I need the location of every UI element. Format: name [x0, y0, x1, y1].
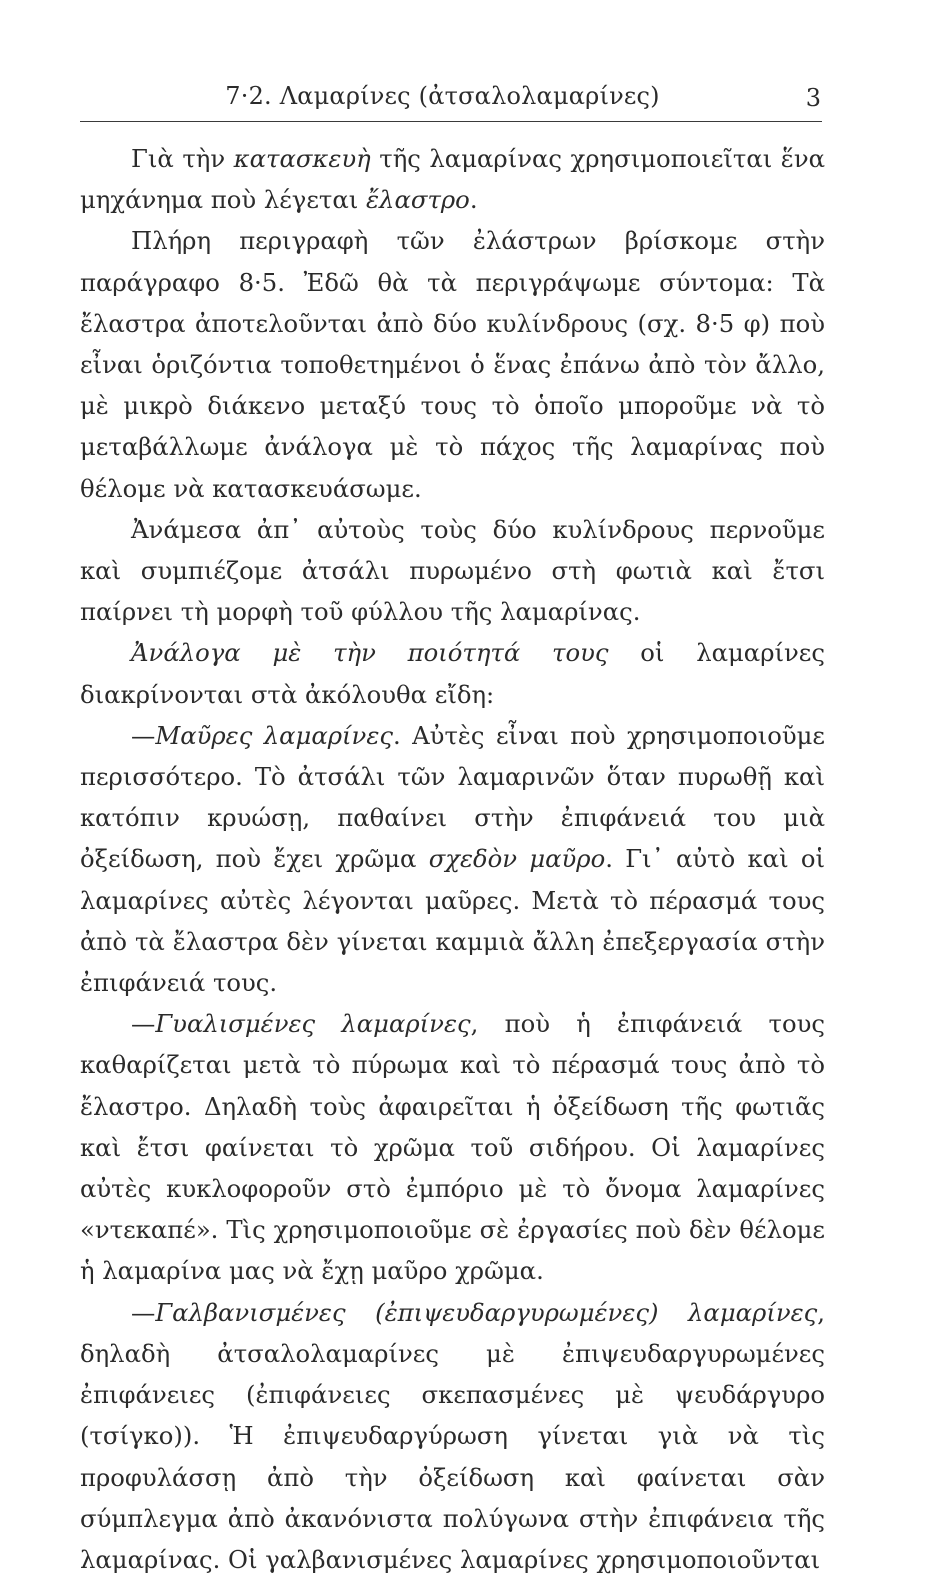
- section-title: 7·2. Λαμαρίνες (ἀτσαλολαμαρίνες): [225, 82, 660, 110]
- paragraph: [80, 1292, 825, 1580]
- italic-text-run: Γυαλισμένες λαμαρίνες: [155, 1009, 471, 1039]
- italic-text-run: Ἀνάλογα μὲ τὴν ποιότητά τους: [131, 638, 609, 668]
- italic-text-run: Μαῦρες λαμαρίνες: [155, 720, 393, 750]
- italic-text-run: σχεδὸν μαῦρο: [428, 844, 606, 874]
- paragraph: [80, 509, 825, 633]
- page-number: 3: [805, 84, 821, 112]
- text-run: . Γι᾿ αὐτὸ καὶ οἱ λαμαρίνες αὐτὲς λέγονται μαῦρες. Μετὰ τὸ πέρασμά τους ἀπὸ τὰ ἔλαστρα δὲν γίνεται καμμιὰ ἄλλη ἐπεξεργασία στὴν ἐπιφάνειά τους.: [80, 844, 826, 998]
- text-run: τῆς λαμαρίνας χρησιμοποιεῖται ἕνα μηχάνημα ποὺ λέγεται: [80, 144, 825, 215]
- paragraph: [80, 715, 825, 1003]
- body-text: [80, 138, 825, 1580]
- text-run: Γιὰ τὴν: [131, 144, 234, 173]
- running-head: [80, 82, 825, 122]
- text-run: , δηλαδὴ ἀτσαλολαμαρίνες μὲ ἐπιψευδαργυρωμένες ἐπιφάνειες (ἐπιφάνειες σκεπασμένες μὲ ψευδάργυρο (τσίγκο)). Ἡ ἐπιψευδαργύρωση γίνεται γιὰ νὰ τὶς προφυλάσσῃ ἀπὸ τὴν ὀξείδωση καὶ φαίνεται σὰν σύμπλεγμα ἀπὸ ἀκανόνιστα πολύγωνα στὴν ἐπιφάνεια τῆς λαμαρίνας. Οἱ γαλβανισμένες λαμαρίνες χρησιμοποιοῦνται: [80, 1297, 825, 1574]
- italic-text-run: ἔλαστρο: [366, 185, 470, 215]
- paragraph: [80, 632, 825, 714]
- text-run: —: [131, 720, 156, 750]
- text-run: .: [469, 185, 478, 215]
- paragraph: [80, 220, 825, 508]
- text-run: Πλήρη περιγραφὴ τῶν ἐλάστρων βρίσκομε στὴν παράγραφο 8·5. Ἐδῶ θὰ τὰ περιγράψωμε σύντομα: Τὰ ἔλαστρα ἀποτελοῦνται ἀπὸ δύο κυλίνδρους (σχ. 8·5 φ) ποὺ εἶναι ὁριζόντια τοποθετημένοι ὁ ἕνας ἐπάνω ἀπὸ τὸν ἄλλο, μὲ μικρὸ διάκενο μεταξύ τους τὸ ὁποῖο μποροῦμε νὰ τὸ μεταβάλλωμε ἀνάλογα μὲ τὸ πάχος τῆς λαμαρίνας ποὺ θέλομε νὰ κατασκευάσωμε.: [80, 226, 825, 503]
- paragraph: [80, 1003, 825, 1291]
- italic-text-run: Γαλβανισμένες (ἐπιψευδαργυρωμένες) λαμαρίνες: [155, 1297, 818, 1327]
- text-run: οἱ λαμαρίνες διακρίνονται στὰ ἀκόλουθα εἴδη:: [80, 638, 825, 709]
- italic-text-run: κατασκευὴ: [233, 144, 371, 173]
- text-run: —: [131, 1009, 156, 1039]
- text-run: . Αὐτὲς εἶναι ποὺ χρησιμοποιοῦμε περισσότερο. Τὸ ἀτσάλι τῶν λαμαρινῶν ὅταν πυρωθῇ καὶ κατόπιν κρυώσῃ, παθαίνει στὴν ἐπιφάνειά του μιὰ ὀξείδωση, ποὺ ἔχει χρῶμα: [80, 720, 825, 874]
- text-run: Ἀνάμεσα ἀπ᾿ αὐτοὺς τοὺς δύο κυλίνδρους περνοῦμε καὶ συμπιέζομε ἀτσάλι πυρωμένο στὴ φωτιὰ καὶ ἔτσι παίρνει τὴ μορφὴ τοῦ φύλλου τῆς λαμαρίνας.: [80, 514, 825, 627]
- paragraph: [80, 138, 825, 220]
- header-rule: [80, 121, 822, 122]
- text-run: —: [131, 1297, 156, 1327]
- text-run: , ποὺ ἡ ἐπιφάνειά τους καθαρίζεται μετὰ τὸ πύρωμα καὶ τὸ πέρασμά τους ἀπὸ τὸ ἔλαστρο. Δηλαδὴ τοὺς ἀφαιρεῖται ἡ ὀξείδωση τῆς φωτιᾶς καὶ ἔτσι φαίνεται τὸ χρῶμα τοῦ σιδήρου. Οἱ λαμαρίνες αὐτὲς κυκλοφοροῦν στὸ ἐμπόριο μὲ τὸ ὄνομα λαμαρίνες «ντεκαπέ». Τὶς χρησιμοποιοῦμε σὲ ἐργασίες ποὺ δὲν θέλομε ἡ λαμαρίνα μας νὰ ἔχῃ μαῦρο χρῶμα.: [80, 1009, 826, 1286]
